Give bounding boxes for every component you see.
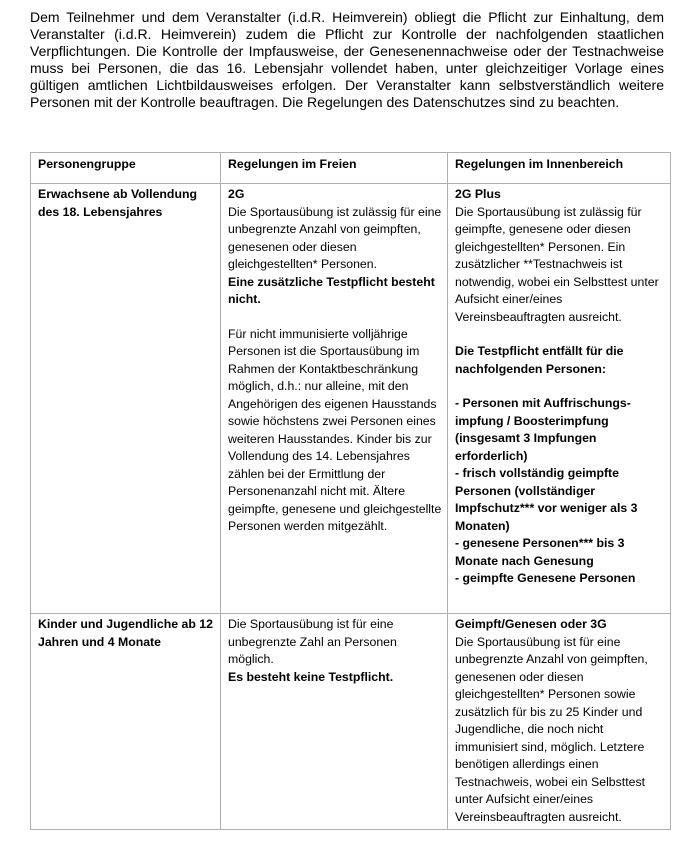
adults-outdoor-note: Für nicht immunisierte volljährige Personen ist die Sportausübung im Rahmen der Kontaktbeschränkung möglich, d.h.: nur alleine, mit den Angehörigen des eigenen Hausstands sowie höchstens zwei Personen eines weiteren Hausstandes. Kinder bis zur Vollendung des 14. Lebensjahres zählen bei der Ermittlung der Personenanzahl nicht mit. Ältere geimpfte, genesene und gleichgestellte Personen werden mitgezählt. bbox=[228, 326, 442, 533]
youth-outdoor-text: Die Sportausübung ist für eine unbegrenzte Zahl an Personen möglich. bbox=[228, 617, 397, 666]
header-personengruppe: Personengruppe bbox=[31, 153, 221, 184]
adults-outdoor-bold: Eine zusätzliche Testpflicht besteht nicht. bbox=[228, 274, 435, 306]
adults-outdoor-cell bbox=[221, 184, 448, 614]
rules-table bbox=[30, 152, 671, 830]
adults-indoor-title: 2G Plus bbox=[455, 187, 501, 201]
header-innenbereich: Regelungen im Innenbereich bbox=[448, 153, 671, 184]
group-adults: Erwachsene ab Vollendung des 18. Lebensjahres bbox=[31, 184, 221, 614]
table-header-row bbox=[31, 153, 671, 184]
exempt-list: - Personen mit Auffrischungs-impfung / Boosterimpfung (insgesamt 3 Impfungen erforderlich) - frisch vollständig geimpfte Personen (vollständiger Impfschutz*** vor weniger als 3 Monaten) - genesene Personen*** bis 3 Monate nach Genesung - geimpfte Genesene Personen bbox=[455, 396, 638, 585]
header-freien: Regelungen im Freien bbox=[221, 153, 448, 184]
youth-outdoor-cell bbox=[221, 614, 448, 830]
youth-indoor-text: Die Sportausübung ist für eine unbegrenzte Anzahl von geimpften, genesenen oder diesen gleichgestellten* Personen sowie zusätzlich für bis zu 25 Kinder und Jugendliche, die noch nicht immunisiert sind, möglich. Letztere benötigen allerdings einen Testnachweis, wobei ein Selbsttest unter Aufsicht einer/eines Vereinsbeauftragten ausreicht. bbox=[455, 634, 648, 824]
adults-indoor-cell bbox=[448, 184, 671, 614]
adults-indoor-text: Die Sportausübung ist zulässig für geimpfte, genesene oder diesen gleichgestellten* Personen. Ein zusätzlicher **Testnachweis ist notwendig, wobei ein Selbsttest unter Aufsicht einer/eines Vereinsbeauftragten ausreicht. bbox=[455, 204, 659, 324]
exempt-heading: Die Testpflicht entfällt für die nachfolgenden Personen: bbox=[455, 344, 624, 376]
youth-outdoor-bold: Es besteht keine Testpflicht. bbox=[228, 669, 394, 684]
youth-indoor-cell bbox=[448, 614, 671, 830]
table-row bbox=[31, 184, 671, 614]
youth-indoor-title: Geimpft/Genesen oder 3G bbox=[455, 617, 607, 631]
adults-outdoor-text: Die Sportausübung ist zulässig für eine unbegrenzte Anzahl von geimpften, genesenen oder diesen gleichgestellten* Personen. bbox=[228, 204, 442, 271]
intro-paragraph: Dem Teilnehmer und dem Veranstalter (i.d.R. Heimverein) obliegt die Pflicht zur Einhaltung, dem Veranstalter (i.d.R. Heimverein) zudem die Pflicht zur Kontrolle der nachfolgenden staatlichen Verpflichtungen. Die Kontrolle der Impfausweise, der Genesenennachweise oder der Testnachweise muss bei Personen, die das 16. Lebensjahr vollendet haben, unter gleichzeitiger Vorlage eines gültigen amtlichen Lichtbildausweises erfolgen. Der Veranstalter kann selbstverständlich weitere Personen mit der Kontrolle beauftragen. Die Regelungen des Datenschutzes sind zu beachten. bbox=[30, 9, 664, 110]
adults-outdoor-title: 2G bbox=[228, 187, 245, 201]
group-youth: Kinder und Jugendliche ab 12 Jahren und 4 Monate bbox=[31, 614, 221, 830]
table-row bbox=[31, 614, 671, 830]
